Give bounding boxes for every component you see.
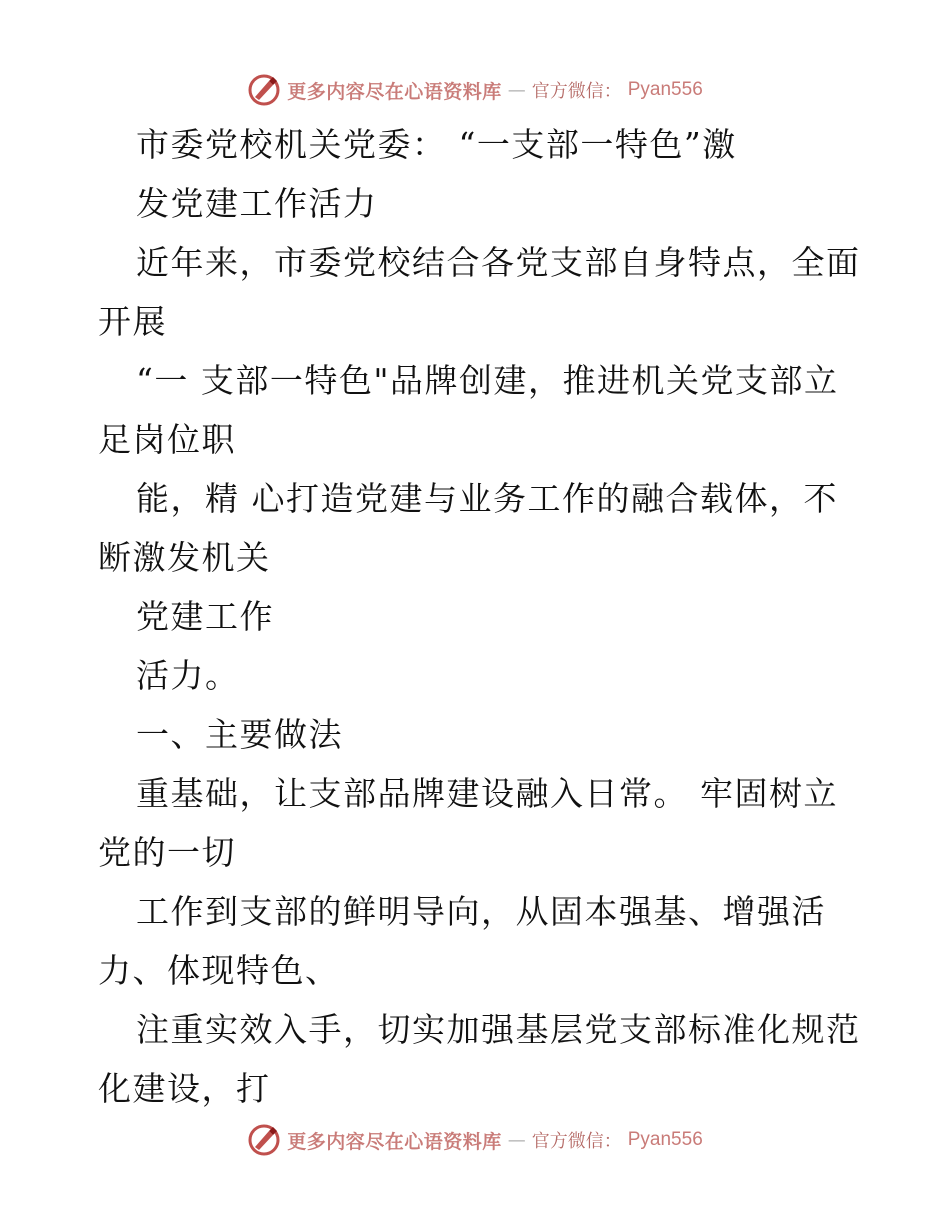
brand-logo-icon: [247, 1123, 281, 1157]
document-line: 一、主要做法: [136, 715, 343, 754]
document-line: “一 支部一特色"品牌创建，推进机关党支部立: [136, 361, 839, 400]
header-watermark: [0, 70, 950, 110]
document-line: 力、体现特色、: [98, 951, 340, 990]
document-line: 发党建工作活力: [136, 184, 378, 223]
document-line: 党的一切: [98, 833, 236, 872]
watermark-brand-text: 更多内容尽在心语资料库: [287, 1130, 502, 1153]
document-line: 化建设，打: [98, 1069, 271, 1108]
watermark-label: 官方微信：: [531, 1131, 622, 1152]
brand-logo-icon: [247, 73, 281, 107]
watermark-wechat-id: Pyan556: [627, 79, 703, 100]
document-line: 注重实效入手，切实加强基层党支部标准化规范: [136, 1010, 861, 1049]
document-line: 断激发机关: [98, 538, 271, 577]
watermark-dash: —: [507, 1129, 526, 1151]
watermark-label: 官方微信：: [531, 81, 622, 102]
watermark-dash: —: [507, 79, 526, 101]
document-line: 重基础，让支部品牌建设融入日常。 牢固树立: [136, 774, 838, 813]
document-line: 足岗位职: [98, 420, 236, 459]
watermark-brand-text: 更多内容尽在心语资料库: [287, 80, 502, 103]
document-line: 活力。: [136, 656, 240, 695]
document-line: 党建工作: [136, 597, 274, 636]
document-line: 近年来，市委党校结合各党支部自身特点，全面: [136, 243, 861, 282]
document-line: 开展: [98, 302, 167, 341]
document-line: 工作到支部的鲜明导向，从固本强基、增强活: [136, 892, 826, 931]
footer-watermark: [0, 1120, 950, 1160]
document-line: 能，精 心打造党建与业务工作的融合载体，不: [136, 479, 838, 518]
document-line: 市委党校机关党委： “一支部一特色”激: [136, 125, 737, 164]
watermark-wechat-id: Pyan556: [627, 1129, 703, 1150]
